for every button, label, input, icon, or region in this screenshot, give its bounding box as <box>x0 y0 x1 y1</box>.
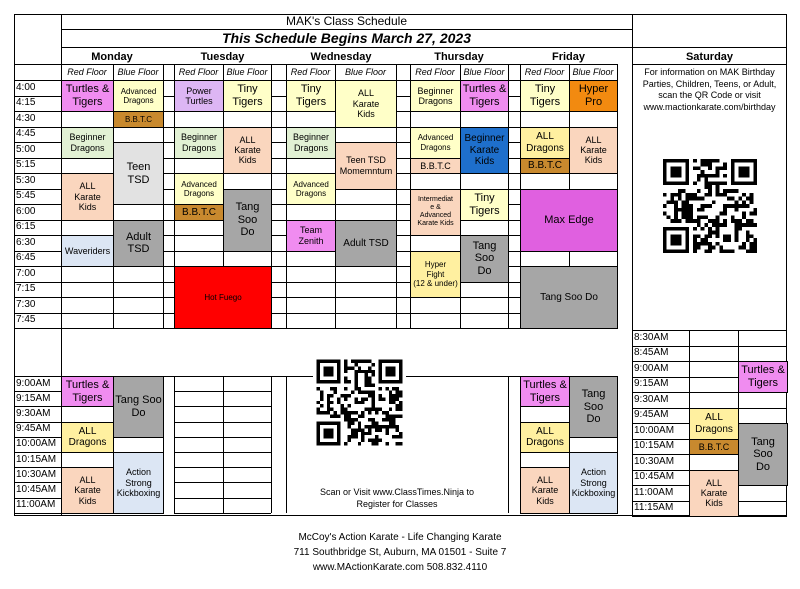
class-block-c20: Tang Soo Do <box>223 189 272 252</box>
time-label: 10:15AM <box>16 453 57 465</box>
time-label-saturday: 9:15AM <box>634 378 669 389</box>
footer-line2: 711 Southbridge St, Auburn, MA 01501 - Suite 7 <box>293 547 507 558</box>
class-block-c15: Tiny Tigers <box>223 80 272 112</box>
grid-line <box>271 376 272 513</box>
class-block-c33: Beginner Karate Kids <box>460 127 509 175</box>
class-block-c51: ALL Dragons <box>689 408 739 440</box>
class-block-c53: Tang Soo Do <box>738 423 788 486</box>
time-label-saturday: 9:30AM <box>634 393 669 405</box>
time-label-saturday: 8:30AM <box>634 331 669 343</box>
qr-code-register[interactable] <box>313 356 406 449</box>
time-label: 7:30 <box>16 298 36 310</box>
time-label: 10:30AM <box>16 468 57 480</box>
time-label-saturday: 10:00AM <box>634 424 675 436</box>
time-label: 4:15 <box>16 97 36 108</box>
time-label: 9:30AM <box>16 407 51 419</box>
class-block-c4: Beginner Dragons <box>61 127 114 159</box>
footer-line1: McCoy's Action Karate - Life Changing Karate <box>298 532 502 543</box>
floor-label-blue: Blue Floor <box>226 67 268 77</box>
time-label: 9:45AM <box>16 423 51 435</box>
class-block-c40: ALL Dragons <box>520 127 570 159</box>
footer-line3: www.MActionKarate.com 508.832.4110 <box>312 562 488 573</box>
class-block-c3: B.B.T.C <box>113 111 164 128</box>
class-block-c30: Turtles & Tigers <box>460 80 509 112</box>
class-block-c39: Hyper Pro <box>569 80 618 112</box>
class-block-c31: Advanced Dragons <box>410 127 461 159</box>
floor-label-red: Red Floor <box>290 67 331 77</box>
class-block-c19: B.B.T.C <box>174 204 224 221</box>
class-block-c50: Turtles & Tigers <box>738 361 788 393</box>
time-label-saturday: 9:45AM <box>634 409 669 420</box>
time-label: 5:45 <box>16 190 36 201</box>
class-block-c6: ALL Karate Kids <box>61 173 114 221</box>
class-block-c49: Action Strong Kickboxing <box>569 452 618 514</box>
time-label: 6:00 <box>16 205 36 217</box>
class-block-c13: Action Strong Kickboxing <box>113 452 164 514</box>
time-label: 7:00 <box>16 267 36 279</box>
floor-label-red: Red Floor <box>67 67 107 77</box>
class-block-c18: Advanced Dragons <box>174 173 224 205</box>
time-label: 6:30 <box>16 236 36 248</box>
class-block-c21: Hot Fuego <box>174 266 272 329</box>
class-block-c11: Tang Soo Do <box>113 376 164 438</box>
floor-label-blue: Blue Floor <box>344 67 387 77</box>
class-block-c36: Hyper Fight (12 & under) <box>410 251 461 299</box>
time-label-saturday: 11:15AM <box>634 502 674 513</box>
time-label: 10:45AM <box>16 483 57 495</box>
time-label: 4:00 <box>16 81 36 93</box>
class-block-c45: Turtles & Tigers <box>520 376 570 407</box>
class-block-c26: Advanced Dragons <box>286 173 336 205</box>
class-block-c8: Adult TSD <box>113 220 164 268</box>
class-block-c54: ALL Karate Kids <box>689 470 739 518</box>
grid-line <box>223 376 224 513</box>
floor-label-blue: Blue Floor <box>572 67 614 77</box>
time-label-saturday: 11:00AM <box>634 486 674 498</box>
time-label-saturday: 9:00AM <box>634 362 669 374</box>
class-block-c2: Advanced Dragons <box>113 80 164 112</box>
class-block-c7: Waveriders <box>61 235 114 267</box>
day-header-saturday: Saturday <box>685 51 734 63</box>
time-label-saturday: 10:30AM <box>634 455 675 467</box>
class-block-c35: Tiny Tigers <box>460 189 509 221</box>
grid-line <box>14 64 617 65</box>
class-block-c48: ALL Karate Kids <box>520 467 570 514</box>
time-label: 5:30 <box>16 174 36 186</box>
qr-code-birthday[interactable] <box>652 155 768 257</box>
class-block-c28: Adult TSD <box>335 220 397 268</box>
class-block-c43: Max Edge <box>520 189 618 252</box>
time-label: 7:15 <box>16 283 36 294</box>
time-label: 4:30 <box>16 112 36 124</box>
floor-label-red: Red Floor <box>178 67 219 77</box>
class-block-c46: ALL Dragons <box>520 422 570 453</box>
day-header-thursday: Thursday <box>434 51 484 63</box>
floor-label-red: Red Floor <box>415 67 455 77</box>
class-block-c47: Tang Soo Do <box>569 376 618 438</box>
floor-label-red: Red Floor <box>524 67 565 77</box>
schedule-title: MAK's Class Schedule <box>285 14 407 28</box>
time-label: 6:15 <box>16 221 36 232</box>
class-block-c32: B.B.T.C <box>410 158 461 175</box>
grid-line <box>632 64 787 65</box>
time-label-saturday: 10:15AM <box>634 440 675 451</box>
class-block-c9: Turtles & Tigers <box>61 376 114 407</box>
time-label: 6:45 <box>16 252 36 263</box>
time-label: 10:00AM <box>16 438 57 450</box>
floor-label-blue: Blue Floor <box>463 67 505 77</box>
time-label: 5:15 <box>16 159 36 170</box>
time-label: 7:45 <box>16 314 36 325</box>
class-block-c42: B.B.T.C <box>520 158 570 175</box>
time-label: 11:00AM <box>16 499 56 511</box>
grid-line <box>174 376 175 513</box>
time-label-saturday: 8:45AM <box>634 347 669 358</box>
time-label: 4:45 <box>16 128 36 139</box>
day-header-wednesday: Wednesday <box>310 51 372 63</box>
grid-line <box>61 29 632 30</box>
day-header-monday: Monday <box>91 51 133 63</box>
grid-line <box>174 513 271 514</box>
qr-caption: Scan or Visit www.ClassTimes.Ninja to Register for Classes <box>319 487 475 509</box>
time-label: 5:00 <box>16 143 36 155</box>
class-block-c52: B.B.T.C <box>689 439 739 456</box>
time-label: 9:15AM <box>16 392 51 404</box>
class-block-c22: Tiny Tigers <box>286 80 336 112</box>
class-block-c17: ALL Karate Kids <box>223 127 272 175</box>
class-block-c37: Tang Soo Do <box>460 235 509 283</box>
class-block-c24: Beginner Dragons <box>286 127 336 159</box>
floor-label-blue: Blue Floor <box>117 67 159 77</box>
class-block-c25: Teen TSD Momemntum <box>335 142 397 190</box>
day-header-friday: Friday <box>551 51 585 63</box>
time-label-saturday: 10:45AM <box>634 471 675 482</box>
class-block-c1: Turtles & Tigers <box>61 80 114 112</box>
saturday-info-text: For information on MAK Birthday Parties, Children, Teens, or Adult, scan the QR Code or visit www.mactionkarate.com/birthday <box>642 67 777 113</box>
time-label: 9:00AM <box>16 377 51 389</box>
class-block-c44: Tang Soo Do <box>520 266 618 329</box>
day-header-tuesday: Tuesday <box>200 51 245 63</box>
class-block-c23: ALL Karate Kids <box>335 80 397 128</box>
grid-line <box>632 330 787 331</box>
class-block-c12: ALL Karate Kids <box>61 467 114 514</box>
schedule-subtitle: This Schedule Begins March 27, 2023 <box>222 30 471 46</box>
class-block-c27: Team Zenith <box>286 220 336 252</box>
class-block-c41: ALL Karate Kids <box>569 127 618 175</box>
grid-line <box>61 47 787 48</box>
class-block-c29: Beginner Dragons <box>410 80 461 112</box>
class-block-c14: Power Turtles <box>174 80 224 112</box>
class-block-c5: Teen TSD <box>113 142 164 205</box>
class-block-c34: Intermediat e & Advanced Karate Kids <box>410 189 461 237</box>
grid-line <box>508 376 509 513</box>
class-block-c10: ALL Dragons <box>61 422 114 453</box>
class-block-c38: Tiny Tigers <box>520 80 570 112</box>
class-block-c16: Beginner Dragons <box>174 127 224 159</box>
